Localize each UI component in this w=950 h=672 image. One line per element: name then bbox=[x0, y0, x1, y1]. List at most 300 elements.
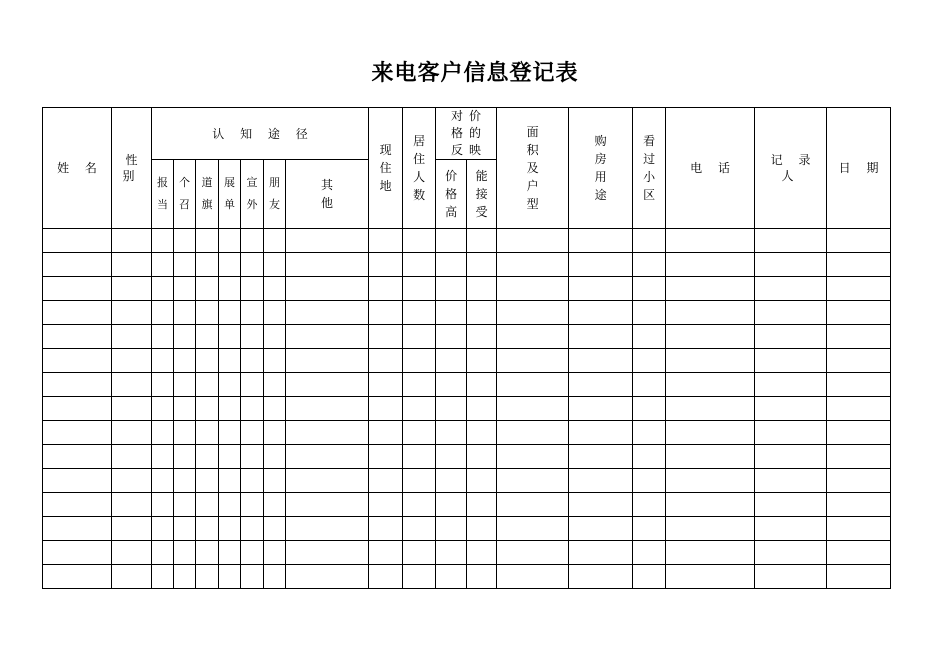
table-cell[interactable] bbox=[827, 301, 891, 325]
table-cell[interactable] bbox=[827, 493, 891, 517]
table-cell[interactable] bbox=[497, 253, 569, 277]
table-cell[interactable] bbox=[174, 325, 196, 349]
table-cell[interactable] bbox=[174, 445, 196, 469]
table-cell[interactable] bbox=[286, 493, 369, 517]
table-cell[interactable] bbox=[403, 445, 436, 469]
table-cell[interactable] bbox=[666, 517, 755, 541]
table-cell[interactable] bbox=[467, 421, 497, 445]
table-cell[interactable] bbox=[827, 421, 891, 445]
table-cell[interactable] bbox=[264, 349, 286, 373]
table-cell[interactable] bbox=[403, 349, 436, 373]
table-cell[interactable] bbox=[369, 421, 403, 445]
table-cell[interactable] bbox=[755, 565, 827, 589]
table-cell[interactable] bbox=[497, 397, 569, 421]
table-cell[interactable] bbox=[241, 445, 264, 469]
table-cell[interactable] bbox=[755, 301, 827, 325]
table-cell[interactable] bbox=[467, 325, 497, 349]
table-cell[interactable] bbox=[755, 445, 827, 469]
header-purpose: 购房用途 bbox=[569, 108, 633, 229]
table-cell[interactable] bbox=[264, 469, 286, 493]
table-cell[interactable] bbox=[174, 253, 196, 277]
table-cell[interactable] bbox=[666, 229, 755, 253]
table-cell[interactable] bbox=[152, 277, 174, 301]
table-cell[interactable] bbox=[196, 493, 219, 517]
table-cell[interactable] bbox=[264, 565, 286, 589]
table-cell[interactable] bbox=[219, 397, 241, 421]
table-row bbox=[43, 469, 891, 493]
table-cell[interactable] bbox=[241, 397, 264, 421]
table-cell[interactable] bbox=[755, 397, 827, 421]
table-cell[interactable] bbox=[633, 277, 666, 301]
table-cell[interactable] bbox=[43, 469, 112, 493]
table-cell[interactable] bbox=[569, 565, 633, 589]
table-cell[interactable] bbox=[219, 421, 241, 445]
header-awareness-sub: 道旗 bbox=[196, 160, 219, 229]
table-cell[interactable] bbox=[219, 469, 241, 493]
table-cell[interactable] bbox=[196, 397, 219, 421]
table-cell[interactable] bbox=[241, 253, 264, 277]
table-cell[interactable] bbox=[369, 445, 403, 469]
table-cell[interactable] bbox=[633, 397, 666, 421]
table-cell[interactable] bbox=[219, 541, 241, 565]
table-cell[interactable] bbox=[264, 301, 286, 325]
table-cell[interactable] bbox=[369, 541, 403, 565]
table-cell[interactable] bbox=[174, 397, 196, 421]
table-cell[interactable] bbox=[174, 493, 196, 517]
table-cell[interactable] bbox=[286, 301, 369, 325]
table-cell[interactable] bbox=[755, 541, 827, 565]
table-cell[interactable] bbox=[827, 373, 891, 397]
table-cell[interactable] bbox=[43, 373, 112, 397]
table-cell[interactable] bbox=[666, 493, 755, 517]
table-cell[interactable] bbox=[436, 229, 467, 253]
header-gender: 性 别 bbox=[112, 108, 152, 229]
table-cell[interactable] bbox=[497, 301, 569, 325]
table-cell[interactable] bbox=[436, 373, 467, 397]
table-cell[interactable] bbox=[666, 301, 755, 325]
table-cell[interactable] bbox=[112, 517, 152, 541]
table-cell[interactable] bbox=[569, 229, 633, 253]
table-cell[interactable] bbox=[196, 253, 219, 277]
table-cell[interactable] bbox=[264, 517, 286, 541]
table-cell[interactable] bbox=[633, 565, 666, 589]
table-cell[interactable] bbox=[569, 445, 633, 469]
table-cell[interactable] bbox=[436, 253, 467, 277]
table-cell[interactable] bbox=[174, 301, 196, 325]
table-cell[interactable] bbox=[569, 301, 633, 325]
table-cell[interactable] bbox=[112, 445, 152, 469]
table-cell[interactable] bbox=[196, 421, 219, 445]
table-cell[interactable] bbox=[467, 301, 497, 325]
table-cell[interactable] bbox=[436, 445, 467, 469]
table-cell[interactable] bbox=[666, 277, 755, 301]
table-cell[interactable] bbox=[403, 301, 436, 325]
table-cell[interactable] bbox=[403, 253, 436, 277]
table-cell[interactable] bbox=[666, 373, 755, 397]
table-cell[interactable] bbox=[497, 493, 569, 517]
table-cell[interactable] bbox=[369, 253, 403, 277]
table-cell[interactable] bbox=[497, 325, 569, 349]
table-cell[interactable] bbox=[497, 469, 569, 493]
table-cell[interactable] bbox=[755, 517, 827, 541]
table-cell[interactable] bbox=[666, 421, 755, 445]
table-cell[interactable] bbox=[369, 397, 403, 421]
table-cell[interactable] bbox=[569, 325, 633, 349]
table-cell[interactable] bbox=[666, 445, 755, 469]
table-cell[interactable] bbox=[241, 565, 264, 589]
table-cell[interactable] bbox=[467, 565, 497, 589]
header-residents: 居住人数 bbox=[403, 108, 436, 229]
table-cell[interactable] bbox=[755, 469, 827, 493]
table-cell[interactable] bbox=[403, 229, 436, 253]
table-cell[interactable] bbox=[152, 397, 174, 421]
table-cell[interactable] bbox=[152, 445, 174, 469]
table-cell[interactable] bbox=[369, 325, 403, 349]
table-cell[interactable] bbox=[666, 253, 755, 277]
table-cell[interactable] bbox=[286, 541, 369, 565]
table-cell[interactable] bbox=[436, 349, 467, 373]
table-cell[interactable] bbox=[436, 325, 467, 349]
table-cell[interactable] bbox=[467, 541, 497, 565]
table-cell[interactable] bbox=[286, 517, 369, 541]
table-cell[interactable] bbox=[196, 325, 219, 349]
table-cell[interactable] bbox=[219, 253, 241, 277]
page-title: 来电客户信息登记表 bbox=[371, 61, 579, 86]
table-cell[interactable] bbox=[43, 565, 112, 589]
table-cell[interactable] bbox=[569, 397, 633, 421]
header-date: 日 期 bbox=[827, 108, 891, 229]
table-cell[interactable] bbox=[241, 277, 264, 301]
table-cell[interactable] bbox=[369, 469, 403, 493]
table-cell[interactable] bbox=[152, 349, 174, 373]
table-cell[interactable] bbox=[467, 469, 497, 493]
table-cell[interactable] bbox=[755, 229, 827, 253]
table-cell[interactable] bbox=[219, 493, 241, 517]
table-cell[interactable] bbox=[569, 493, 633, 517]
table-cell[interactable] bbox=[497, 445, 569, 469]
table-cell[interactable] bbox=[755, 493, 827, 517]
table-cell[interactable] bbox=[666, 565, 755, 589]
table-cell[interactable] bbox=[152, 325, 174, 349]
table-cell[interactable] bbox=[112, 421, 152, 445]
table-cell[interactable] bbox=[827, 517, 891, 541]
table-cell[interactable] bbox=[112, 541, 152, 565]
table-cell[interactable] bbox=[436, 469, 467, 493]
table-cell[interactable] bbox=[219, 445, 241, 469]
table-cell[interactable] bbox=[196, 373, 219, 397]
table-cell[interactable] bbox=[241, 301, 264, 325]
table-cell[interactable] bbox=[827, 277, 891, 301]
table-cell[interactable] bbox=[569, 349, 633, 373]
table-cell[interactable] bbox=[666, 349, 755, 373]
table-cell[interactable] bbox=[241, 421, 264, 445]
table-cell[interactable] bbox=[827, 565, 891, 589]
table-cell[interactable] bbox=[633, 445, 666, 469]
table-cell[interactable] bbox=[497, 421, 569, 445]
table-cell[interactable] bbox=[174, 277, 196, 301]
table-cell[interactable] bbox=[152, 373, 174, 397]
table-cell[interactable] bbox=[43, 421, 112, 445]
table-cell[interactable] bbox=[264, 325, 286, 349]
table-cell[interactable] bbox=[152, 565, 174, 589]
table-cell[interactable] bbox=[286, 421, 369, 445]
table-cell[interactable] bbox=[467, 277, 497, 301]
table-cell[interactable] bbox=[436, 397, 467, 421]
table-cell[interactable] bbox=[112, 301, 152, 325]
table-cell[interactable] bbox=[112, 349, 152, 373]
table-cell[interactable] bbox=[755, 253, 827, 277]
table-cell[interactable] bbox=[436, 541, 467, 565]
header-other: 其他 bbox=[286, 160, 369, 229]
table-cell[interactable] bbox=[286, 373, 369, 397]
table-cell[interactable] bbox=[369, 349, 403, 373]
table-cell[interactable] bbox=[43, 325, 112, 349]
table-cell[interactable] bbox=[755, 349, 827, 373]
table-cell[interactable] bbox=[152, 301, 174, 325]
table-cell[interactable] bbox=[467, 397, 497, 421]
table-cell[interactable] bbox=[174, 229, 196, 253]
table-cell[interactable] bbox=[827, 349, 891, 373]
table-cell[interactable] bbox=[755, 373, 827, 397]
table-cell[interactable] bbox=[241, 325, 264, 349]
table-cell[interactable] bbox=[196, 469, 219, 493]
table-cell[interactable] bbox=[827, 541, 891, 565]
table-cell[interactable] bbox=[436, 493, 467, 517]
table-cell[interactable] bbox=[497, 349, 569, 373]
table-cell[interactable] bbox=[174, 541, 196, 565]
table-cell[interactable] bbox=[264, 493, 286, 517]
table-cell[interactable] bbox=[633, 421, 666, 445]
table-cell[interactable] bbox=[436, 517, 467, 541]
table-cell[interactable] bbox=[755, 325, 827, 349]
table-cell[interactable] bbox=[755, 421, 827, 445]
table-cell[interactable] bbox=[633, 517, 666, 541]
table-cell[interactable] bbox=[467, 445, 497, 469]
table-cell[interactable] bbox=[152, 541, 174, 565]
table-row bbox=[43, 565, 891, 589]
table-cell[interactable] bbox=[436, 301, 467, 325]
table-cell[interactable] bbox=[569, 469, 633, 493]
table-cell[interactable] bbox=[827, 397, 891, 421]
table-cell[interactable] bbox=[196, 301, 219, 325]
table-cell[interactable] bbox=[467, 253, 497, 277]
table-cell[interactable] bbox=[403, 421, 436, 445]
table-cell[interactable] bbox=[369, 565, 403, 589]
table-cell[interactable] bbox=[241, 517, 264, 541]
table-cell[interactable] bbox=[219, 517, 241, 541]
table-cell[interactable] bbox=[43, 229, 112, 253]
table-cell[interactable] bbox=[43, 445, 112, 469]
table-cell[interactable] bbox=[43, 253, 112, 277]
table-cell[interactable] bbox=[286, 565, 369, 589]
table-row bbox=[43, 253, 891, 277]
table-cell[interactable] bbox=[152, 253, 174, 277]
table-cell[interactable] bbox=[196, 349, 219, 373]
table-cell[interactable] bbox=[633, 301, 666, 325]
table-cell[interactable] bbox=[403, 277, 436, 301]
table-cell[interactable] bbox=[286, 397, 369, 421]
table-cell[interactable] bbox=[264, 421, 286, 445]
table-cell[interactable] bbox=[152, 421, 174, 445]
table-cell[interactable] bbox=[219, 301, 241, 325]
table-cell[interactable] bbox=[569, 541, 633, 565]
table-cell[interactable] bbox=[43, 301, 112, 325]
table-cell[interactable] bbox=[43, 493, 112, 517]
table-cell[interactable] bbox=[152, 469, 174, 493]
table-cell[interactable] bbox=[286, 229, 369, 253]
table-cell[interactable] bbox=[633, 229, 666, 253]
table-cell[interactable] bbox=[497, 541, 569, 565]
table-cell[interactable] bbox=[241, 349, 264, 373]
table-cell[interactable] bbox=[112, 565, 152, 589]
table-cell[interactable] bbox=[264, 253, 286, 277]
table-cell[interactable] bbox=[403, 373, 436, 397]
table-cell[interactable] bbox=[497, 565, 569, 589]
table-cell[interactable] bbox=[241, 469, 264, 493]
table-cell[interactable] bbox=[112, 253, 152, 277]
table-cell[interactable] bbox=[219, 277, 241, 301]
table-cell[interactable] bbox=[369, 373, 403, 397]
table-cell[interactable] bbox=[241, 493, 264, 517]
table-cell[interactable] bbox=[633, 493, 666, 517]
table-cell[interactable] bbox=[174, 517, 196, 541]
table-cell[interactable] bbox=[403, 541, 436, 565]
table-cell[interactable] bbox=[467, 373, 497, 397]
table-cell[interactable] bbox=[112, 397, 152, 421]
table-cell[interactable] bbox=[196, 517, 219, 541]
table-cell[interactable] bbox=[467, 493, 497, 517]
table-cell[interactable] bbox=[152, 517, 174, 541]
table-cell[interactable] bbox=[152, 229, 174, 253]
table-cell[interactable] bbox=[264, 229, 286, 253]
table-cell[interactable] bbox=[286, 349, 369, 373]
table-cell[interactable] bbox=[286, 445, 369, 469]
table-cell[interactable] bbox=[43, 277, 112, 301]
table-cell[interactable] bbox=[633, 373, 666, 397]
table-cell[interactable] bbox=[219, 565, 241, 589]
table-cell[interactable] bbox=[403, 517, 436, 541]
table-cell[interactable] bbox=[633, 541, 666, 565]
table-cell[interactable] bbox=[112, 493, 152, 517]
table-cell[interactable] bbox=[827, 253, 891, 277]
table-cell[interactable] bbox=[569, 421, 633, 445]
table-cell[interactable] bbox=[467, 517, 497, 541]
table-cell[interactable] bbox=[403, 325, 436, 349]
table-cell[interactable] bbox=[467, 229, 497, 253]
table-row bbox=[43, 325, 891, 349]
table-cell[interactable] bbox=[241, 229, 264, 253]
table-cell[interactable] bbox=[369, 277, 403, 301]
header-awareness-sub: 个召 bbox=[174, 160, 196, 229]
table-cell[interactable] bbox=[633, 469, 666, 493]
table-cell[interactable] bbox=[112, 277, 152, 301]
table-cell[interactable] bbox=[497, 373, 569, 397]
table-cell[interactable] bbox=[467, 349, 497, 373]
table-cell[interactable] bbox=[112, 229, 152, 253]
table-cell[interactable] bbox=[219, 373, 241, 397]
table-cell[interactable] bbox=[286, 253, 369, 277]
table-cell[interactable] bbox=[196, 541, 219, 565]
table-cell[interactable] bbox=[196, 277, 219, 301]
table-cell[interactable] bbox=[219, 349, 241, 373]
table-cell[interactable] bbox=[666, 325, 755, 349]
table-cell[interactable] bbox=[112, 469, 152, 493]
table-cell[interactable] bbox=[633, 349, 666, 373]
header-seen-community: 看过小区 bbox=[633, 108, 666, 229]
table-cell[interactable] bbox=[755, 277, 827, 301]
table-cell[interactable] bbox=[264, 397, 286, 421]
table-cell[interactable] bbox=[174, 373, 196, 397]
table-cell[interactable] bbox=[403, 565, 436, 589]
table-cell[interactable] bbox=[219, 325, 241, 349]
table-cell[interactable] bbox=[369, 517, 403, 541]
table-cell[interactable] bbox=[827, 469, 891, 493]
table-cell[interactable] bbox=[43, 517, 112, 541]
table-cell[interactable] bbox=[241, 541, 264, 565]
table-cell[interactable] bbox=[827, 445, 891, 469]
table-cell[interactable] bbox=[174, 565, 196, 589]
table-cell[interactable] bbox=[369, 493, 403, 517]
table-cell[interactable] bbox=[497, 229, 569, 253]
table-cell[interactable] bbox=[43, 541, 112, 565]
table-cell[interactable] bbox=[174, 469, 196, 493]
table-cell[interactable] bbox=[286, 469, 369, 493]
table-cell[interactable] bbox=[666, 397, 755, 421]
table-cell[interactable] bbox=[264, 541, 286, 565]
table-cell[interactable] bbox=[264, 373, 286, 397]
table-cell[interactable] bbox=[196, 565, 219, 589]
table-cell[interactable] bbox=[497, 517, 569, 541]
table-cell[interactable] bbox=[264, 445, 286, 469]
table-cell[interactable] bbox=[174, 421, 196, 445]
table-row bbox=[43, 397, 891, 421]
table-cell[interactable] bbox=[152, 493, 174, 517]
table-cell[interactable] bbox=[827, 229, 891, 253]
table-cell[interactable] bbox=[436, 421, 467, 445]
table-cell[interactable] bbox=[666, 469, 755, 493]
table-cell[interactable] bbox=[403, 397, 436, 421]
table-cell[interactable] bbox=[112, 373, 152, 397]
header-awareness-sub: 宣外 bbox=[241, 160, 264, 229]
table-cell[interactable] bbox=[497, 277, 569, 301]
table-cell[interactable] bbox=[633, 325, 666, 349]
table-cell[interactable] bbox=[196, 445, 219, 469]
table-cell[interactable] bbox=[569, 517, 633, 541]
table-cell[interactable] bbox=[264, 277, 286, 301]
table-cell[interactable] bbox=[219, 229, 241, 253]
table-cell[interactable] bbox=[569, 253, 633, 277]
table-cell[interactable] bbox=[436, 565, 467, 589]
table-cell[interactable] bbox=[286, 325, 369, 349]
table-cell[interactable] bbox=[174, 349, 196, 373]
table-cell[interactable] bbox=[827, 325, 891, 349]
table-cell[interactable] bbox=[112, 325, 152, 349]
table-cell[interactable] bbox=[241, 373, 264, 397]
table-cell[interactable] bbox=[43, 349, 112, 373]
table-cell[interactable] bbox=[369, 229, 403, 253]
table-cell[interactable] bbox=[403, 469, 436, 493]
table-cell[interactable] bbox=[403, 493, 436, 517]
table-cell[interactable] bbox=[633, 253, 666, 277]
table-cell[interactable] bbox=[43, 397, 112, 421]
table-cell[interactable] bbox=[436, 277, 467, 301]
table-cell[interactable] bbox=[666, 541, 755, 565]
table-cell[interactable] bbox=[196, 229, 219, 253]
table-cell[interactable] bbox=[286, 277, 369, 301]
table-cell[interactable] bbox=[369, 301, 403, 325]
table-cell[interactable] bbox=[569, 373, 633, 397]
table-cell[interactable] bbox=[569, 277, 633, 301]
